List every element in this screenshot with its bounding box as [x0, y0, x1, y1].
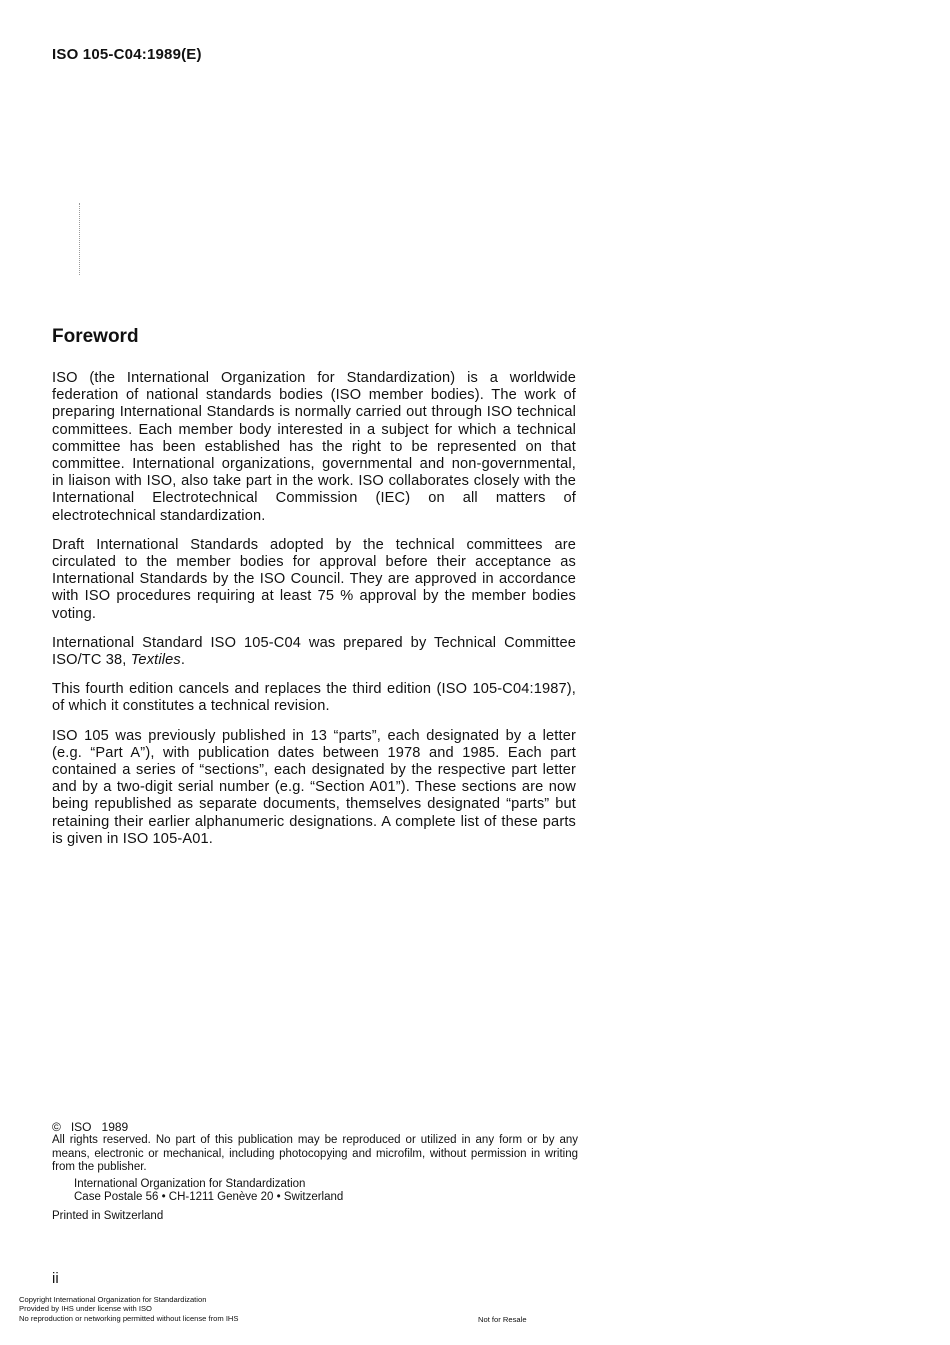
prepared-by-text: International Standard ISO 105-C04 was prepared by Technical Committee ISO/TC 38,: [52, 634, 576, 669]
license-footer: [19, 1295, 819, 1323]
scan-artifact-mark: [79, 203, 81, 275]
foreword-body: [52, 370, 576, 860]
committee-name: Textiles: [130, 652, 181, 669]
publisher-postal: Case Postale 56 • CH-1211 Genève 20 • Switzerland: [74, 1191, 344, 1204]
copyright-line: [52, 1121, 578, 1134]
not-for-resale: Not for Resale: [478, 1315, 527, 1324]
copyright-block: [52, 1121, 578, 1224]
page-number: ii: [52, 1270, 59, 1287]
copyright-year: 1989: [101, 1120, 129, 1134]
printed-in: Printed in Switzerland: [52, 1210, 164, 1223]
paragraph-prepared-by: [52, 635, 576, 669]
copyright-symbol: ©: [52, 1120, 61, 1134]
paragraph-history: ISO 105 was previously published in 13 “parts”, each designated by a letter (e.g. “Part A”), with publication dates between 1978 and 1985. Each part contained a series of “sections”, each designated by the respective part letter and by a two-digit serial number (e.g. “Section A01”). These sections are now being republished as separate documents, themselves designated “parts” but retaining their earlier alphanumeric designations. A complete list of these parts is given in ISO 105-A01.: [52, 727, 576, 847]
paragraph-iso-intro: ISO (the International Organization for Standardization) is a worldwide federation of national standards bodies (ISO member bodies). The work of preparing International Standards is normally carried out through ISO technical committees. Each member body interested in a subject for which a technical committee has been established has the right to be represented on that committee. International organizations, governmental and non-governmental, in liaison with ISO, also take part in the work. ISO collaborates closely with the International Electrotechnical Commission (IEC) on all matters of electrotechnical standardization.: [52, 370, 576, 524]
paragraph-draft-standards: Draft International Standards adopted by the technical committees are circulated to the member bodies for approval before their acceptance as International Standards by the ISO Council. They are approved in accordance with ISO procedures requiring at least 75 % approval by the member bodies voting.: [52, 536, 576, 622]
paragraph-edition: This fourth edition cancels and replaces the third edition (ISO 105-C04:1987), of which it constitutes a technical revision.: [52, 681, 576, 715]
license-line-1: Copyright International Organization for Standardization: [19, 1295, 207, 1304]
prepared-by-end: .: [180, 652, 186, 669]
publisher-address: [74, 1178, 578, 1205]
license-line-2: Provided by IHS under license with ISO: [19, 1304, 152, 1314]
foreword-title: Foreword: [52, 326, 139, 347]
copyright-org: ISO: [70, 1120, 92, 1134]
publisher-org: International Organization for Standardization: [74, 1177, 306, 1190]
document-id: ISO 105-C04:1989(E): [52, 46, 202, 63]
license-line-3: No reproduction or networking permitted without license from IHS: [19, 1313, 239, 1323]
rights-statement: All rights reserved. No part of this publication may be reproduced or utilized in any form or by any means, electronic or mechanical, including photocopying and microfilm, without permission in writing from the publisher.: [52, 1134, 578, 1174]
